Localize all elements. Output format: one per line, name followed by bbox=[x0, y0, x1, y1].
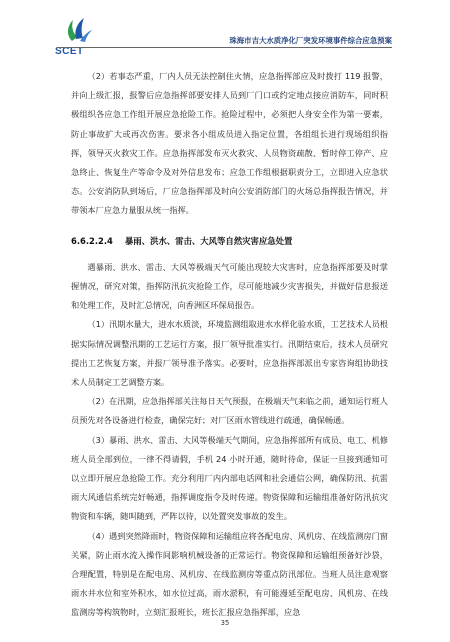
paragraph-flood-season-process: （1）汛期水量大，进水水质淡，环境监测组取进水水样化验水质，工艺技术人员根据实际情况调整汛期的工艺运行方案，报厂领导批准实行。汛期结束后，技术人员研究提出工艺恢复方案，并报厂领导准予落实。必要时，应急指挥部派出专家咨询组协助技术人员制定工艺调整方案。 bbox=[71, 319, 388, 388]
paragraph-disaster-intro: 遇暴雨、洪水、雷击、大风等极端天气可能出现较大灾害时，应急指挥部要及时掌握情况，研究对策，指挥防汛抗灾抢险工作，尽可能地减少灾害损失，并做好信息报送和处理工作，及时汇总情况，向香洲区环保局报告。 bbox=[71, 261, 388, 311]
paragraph-extreme-weather-standby: （3）暴雨、洪水、雷击、大风等极端天气期间，应急指挥部所有成员、电工、机修班人员全部到位，一律不得请假，手机 24 小时开通，随时待命，保证一旦接到通知可以立即开展应急抢险工作。充分利用厂内内部电话网和社会通信公网，确保防汛、抗雷雨大风通信系统完好畅通，指挥调度指令及时传递。物资保障和运输组准备好防汛抗灾物资和车辆，随叫随到，严阵以待，以处置突发事故的发生。 bbox=[71, 434, 388, 522]
section-title: 暴雨、洪水、雷击、大风等自然灾害应急处置 bbox=[124, 235, 293, 246]
paragraph-fire-escalation: （2）若事态严重，厂内人员无法控制住火情，应急指挥部应及时拨打 119 报警，并向上级汇报，报警后应急指挥部要安排人员到厂门口或约定地点接应消防车，同时积极组织各应急工作组开展应急抢险工作。抢险过程中，必须把人身安全作为第一要素，防止事故扩大或再次伤害。要求各小组成员进入指定位置，各组组长进行现场组织指挥，领导灭火救灾工作。应急指挥部发布灭火救灾、人员物资疏散、暂时停工停产、应急终止、恢复生产等命令及对外信息发布；应急工作组根据职责分工，立即进入应急状态。公安消防队到场后，厂应急指挥部及时向公安消防部门的火场总指挥报告情况，并带领本厂应急力量服从统一指挥。 bbox=[71, 71, 388, 216]
paragraph-sudden-rain: （4）遇到突然降雨时，物资保障和运输组应将各配电房、风机房、在线监测房门窗关紧，防止雨水流入操作间影响机械设备的正常运行。物资保障和运输组预备好沙袋，合理配置，特别是在配电房、风机房、在线监测房等重点防汛部位。当班人员注意观察雨水井水位和室外积水，如水位过高，雨水淤积，有可能漫延至配电房、风机房、在线监测房等构筑物时，立刻汇报班长，班长汇报应急指挥部，应急 bbox=[71, 530, 388, 618]
document-body bbox=[71, 67, 388, 623]
paragraph-flood-season-check: （2）在汛期，应急指挥部关注每日天气预报，在极端天气来临之前，通知运行班人员预先对各设备进行检查，确保完好；对厂区雨水管线进行疏通，确保畅通。 bbox=[71, 396, 388, 426]
document-header-title: 珠海市吉大水质净化厂突发环境事件综合应急预案 bbox=[229, 36, 392, 45]
section-number: 6.6.2.2.4 bbox=[71, 235, 113, 246]
logo-wordmark: SCET bbox=[55, 46, 84, 57]
page-number: 35 bbox=[220, 619, 230, 627]
section-heading bbox=[71, 232, 388, 251]
header-divider bbox=[58, 47, 392, 48]
scet-logo-icon bbox=[58, 15, 98, 45]
